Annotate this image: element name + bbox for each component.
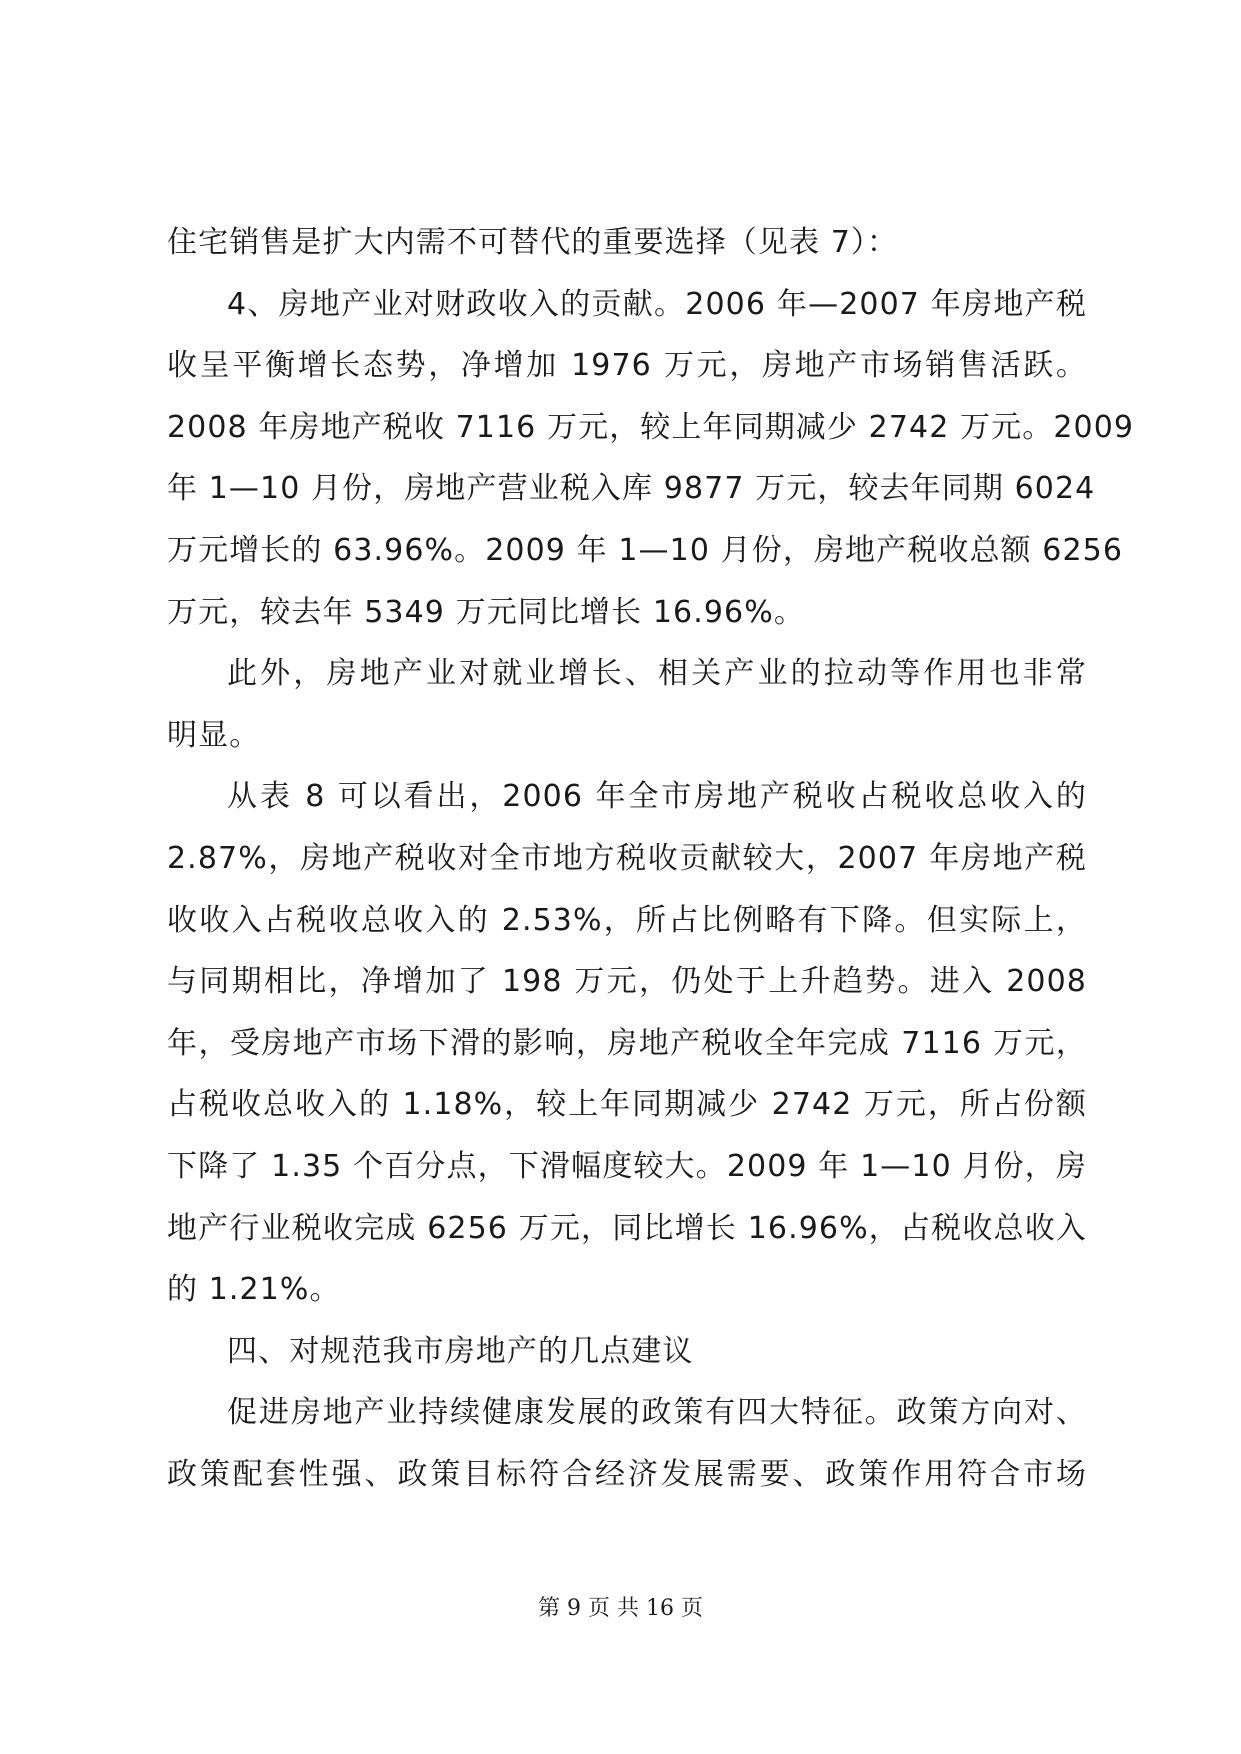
text-line: 下降了 1.35 个百分点，下滑幅度较大。2009 年 1—10 月份，房 <box>167 1148 1087 1184</box>
section-heading: 四、对规范我市房地产的几点建议 <box>227 1333 694 1369</box>
page-number-footer: 第 9 页 共 16 页 <box>538 1596 703 1621</box>
text-line: 促进房地产业持续健康发展的政策有四大特征。政策方向对、 <box>227 1395 1087 1431</box>
text-line: 地产行业税收完成 6256 万元，同比增长 16.96%，占税收总收入 <box>167 1210 1087 1246</box>
text-line: 万元增长的 63.96%。2009 年 1—10 月份，房地产税收总额 6256 <box>167 532 1124 568</box>
text-line: 政策配套性强、政策目标符合经济发展需要、政策作用符合市场 <box>167 1456 1087 1492</box>
text-line: 万元，较去年 5349 万元同比增长 16.96%。 <box>167 594 805 630</box>
text-line: 2008 年房地产税收 7116 万元，较上年同期减少 2742 万元。2009 <box>167 409 1135 445</box>
text-line: 的 1.21%。 <box>167 1272 341 1308</box>
text-line: 从表 8 可以看出，2006 年全市房地产税收占税收总收入的 <box>227 779 1087 815</box>
text-line: 收收入占税收总收入的 2.53%，所占比例略有下降。但实际上， <box>167 902 1087 938</box>
text-line: 年，受房地产市场下滑的影响，房地产税收全年完成 7116 万元， <box>167 1025 1087 1061</box>
text-line: 2.87%，房地产税收对全市地方税收贡献较大，2007 年房地产税 <box>167 840 1087 876</box>
document-body <box>167 225 1135 1518</box>
text-line: 占税收总收入的 1.18%，较上年同期减少 2742 万元，所占份额 <box>167 1087 1087 1123</box>
text-line: 明显。 <box>167 717 261 753</box>
text-line: 与同期相比，净增加了 198 万元，仍处于上升趋势。进入 2008 <box>167 964 1087 1000</box>
text-line: 年 1—10 月份，房地产营业税入库 9877 万元，较去年同期 6024 <box>167 471 1096 507</box>
text-line: 4、房地产业对财政收入的贡献。2006 年—2007 年房地产税 <box>227 286 1087 322</box>
text-line: 收呈平衡增长态势，净增加 1976 万元，房地产市场销售活跃。 <box>167 348 1087 384</box>
text-line: 此外，房地产业对就业增长、相关产业的拉动等作用也非常 <box>227 656 1087 692</box>
text-line: 住宅销售是扩大内需不可替代的重要选择（见表 7）： <box>167 225 899 260</box>
